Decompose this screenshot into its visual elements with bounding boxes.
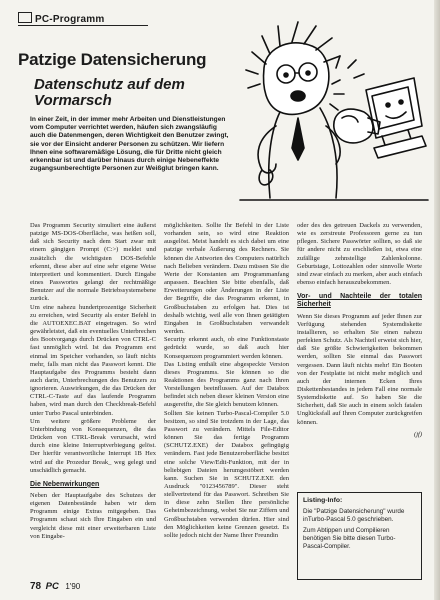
cartoon-illustration <box>236 8 432 208</box>
section-rule <box>18 25 148 26</box>
heading-pros-cons: Vor- und Nachteile der totalen Sicherheit <box>297 293 422 309</box>
author-signature: (jf) <box>414 430 422 438</box>
article-title: Patzige Datensicherung <box>18 50 207 69</box>
column-3 <box>297 222 422 439</box>
column-2-paragraph: Das Listing enthält eine abgespeckte Version dieses Programms. Sie können so die Reaktionen des Programms ganz nach Ihren Vorstellungen beeinflussen. Auf der Databox befindet sich neben dieser kleinen Version eine ausgereifte, die Sie gleich benutzen können. <box>164 360 289 409</box>
issue-number: 1'90 <box>65 582 81 591</box>
article-subtitle: Datenschutz auf dem Vormarsch <box>34 76 185 109</box>
column-2 <box>164 222 289 540</box>
page-number: 78 <box>30 581 42 592</box>
article-lead: In einer Zeit, in der immer mehr Arbeiten und Dienstleistungen vom Computer verrichtet werden, häufen sich zwangsläufig auch die Datenmengen, deren Wichtigkeit den Benutzer zwingt, sie vor der Einsicht anderer Personen zu schützen. Wir liefern Ihnen eine softwaremäßige Lösung, die für Dritte nicht gleich erkennbar ist und darüber hinaus durch einige Nebeneffekte zugangsunberechtigte Personen zur Weißglut bringen kann. <box>30 116 229 173</box>
listing-info-box <box>297 492 422 580</box>
listing-info-line: Die "Patzige Datensicherung" wurde inTurbo-Pascal 5.0 geschrieben. <box>303 508 405 523</box>
column-1 <box>30 222 156 541</box>
page-footer <box>30 581 80 592</box>
column-3-paragraph: Wenn Sie dieses Programm auf jeder Ihnen zur Verfügung stehenden Systemdiskette installieren, so erhalten Sie einen nahezu perfekten Schutz. Als Nachteil erweist sich hier, daß Sie größte Schwierigkeiten bekommen werden, sollten Sie einmal das Passwort vergessen. Dann läuft nichts mehr! Ein Booten von der Festplatte ist nicht mehr möglich und auch der internen Ecken Ihres Diskettenbestandes in jedem Fall eine normale Systemdiskette auf. So haben Sie die Sicherheit, daß Sie auch in einem solch fatalen Unglücksfall auf Ihren Computer zurückgreifen können. <box>297 312 423 426</box>
heading-side-effects: Die Nebenwirkungen <box>30 480 100 488</box>
magazine-logo: PC <box>45 581 59 592</box>
column-2-paragraph: möglichkeiten. Sollte Ihr Befehl in der Liste vorhanden sein, so wird eine Reaktion ausgelöst. Meist handelt es sich dabei um eine patzige verbale Äußerung des Rechners. Sie können die Antworten des Computers natürlich nach Belieben verändern. Dazu müssen Sie die Werte der Konstanten am Programmanfang anpassen. Beachten Sie bitte ebenfalls, daß Erweiterungen oder Änderungen in der Liste der Begriffe, die das Programm erkennt, in Großbuchstaben zu erfolgen hat. Dies ist deshalb wichtig, weil alle von Ihnen getätigten Eingaben in Großbuchstaben verwandelt werden. <box>164 222 289 336</box>
column-3-paragraph: oder des des getreuen Dackels zu verwenden, wie es zerstreute Professoren gerne zu tun pflegen. Sichere Passwörter sollten, so daß sie für andere nicht zu erschließen ist, etwa eine zufällige zehnstellige Zahlenkolonne. Geburtstage, Lottozahlen oder sinnvolle Worte sind zwar einfach zu merken, aber auch einfach ebenso einfach herauszubekommen. <box>297 222 422 287</box>
column-1-paragraph: Um weitere größere Probleme der Unterbindung von Konsequenzen, die das Drücken von CTRL-Break verursacht, wird durch eine kleine Interruptverbiegung gelöst. Der hierfür verantwortliche Interrupt 1B Hex wird auf die Prozedur Break_ weg gelegt und unschädlich gemacht. <box>30 417 156 474</box>
section-label: PC-Programm <box>18 12 104 25</box>
column-2-paragraph: Sollten Sie keinen Turbo-Pascal-Compiler 5.0 besitzen, so sind Sie trotzdem in der Lage, das Passwort zu verändern. Mittels File-Editor können Sie das fertige Programm (SCHUTZ.EXE) der Databox gefingügig verändern. Fast jede Benutzeroberfläche besitzt eine solche View/Edit-Funktion, mit der in beliebigen Dateien herumgestöbert werden kann. Suchen Sie in SCHUTZ.EXE den Ausdruck "0123456789". Dieser steht stellvertretend für das Passwort. Schreiben Sie in diese zehn Stellen Ihre persönliche Geheimbezeichnung, wobei Sie nur Ziffern und Großbuchstaben verwenden dürfen. Hier sind den Möglichkeiten keine Grenzen gesetzt. Es sollte jedoch nicht der Name Ihrer Freundin <box>164 409 289 539</box>
listing-info-line: Zum Abtippen und Compilieren benötigen Sie bitte diesen Turbo-Pascal-Compiler. <box>303 527 396 550</box>
listing-info-title: Listing-Info: <box>303 497 343 504</box>
column-1-paragraph: Neben der Hauptaufgabe des Schutzes der eigenen Datenbestände haben wir dem Programm einige Extras mitgegeben. Das Programm schaut sich Ihre Eingaben ein und vergleicht diese mit einer erweiterbaren Liste von Eingabe- <box>30 492 156 540</box>
column-1-paragraph: Um eine nahezu hundertprozentige Sicherheit zu erreichen, wird Security als erster Befehl in die AUTOEXEC.BAT eingetragen. So wird gewährleistet, daß ein eventuelles Unterbrechen des Bootvorgangs durch Drücken von CTRL-C fast unmöglich wird. Ist das Programm erst einmal im Speicher vorhanden, so läuft nichts mehr, falls man nicht das Passwort kennt. Die Hauptaufgabe des Programms besteht dann auch darin, Unterbrechungen des Benutzers zu ignorieren. Auswirkungen, die das Drücken der CTRL-C-Taste auf das laufende Programm haben, wird man durch den Checkbreak-Befehl unter Turbo Pascal unterbinden. <box>30 303 156 417</box>
column-2-paragraph: Security erkennt auch, ob eine Funktionstaste gedrückt wurde, so daß auch hier Konsequenzen programmiert werden können. <box>164 336 289 360</box>
page-edge <box>434 0 440 600</box>
column-1-paragraph: Das Programm Security simuliert eine äußerst patzige MS-DOS-Oberfläche, was heißen soll, daß sich Security nach dem Start zwar mit einem gängigen Prompt (C:>) meldet und zusätzlich die wichtigsten DOS-Befehle erkennt, diese aber auf eine sehr eigene Weise interpretiert und kommentiert. Durch Eingabe eines Passwortes gelangt der rechtmäßige Benutzer auf die normale Betriebssystemebene zurück. <box>30 222 156 303</box>
